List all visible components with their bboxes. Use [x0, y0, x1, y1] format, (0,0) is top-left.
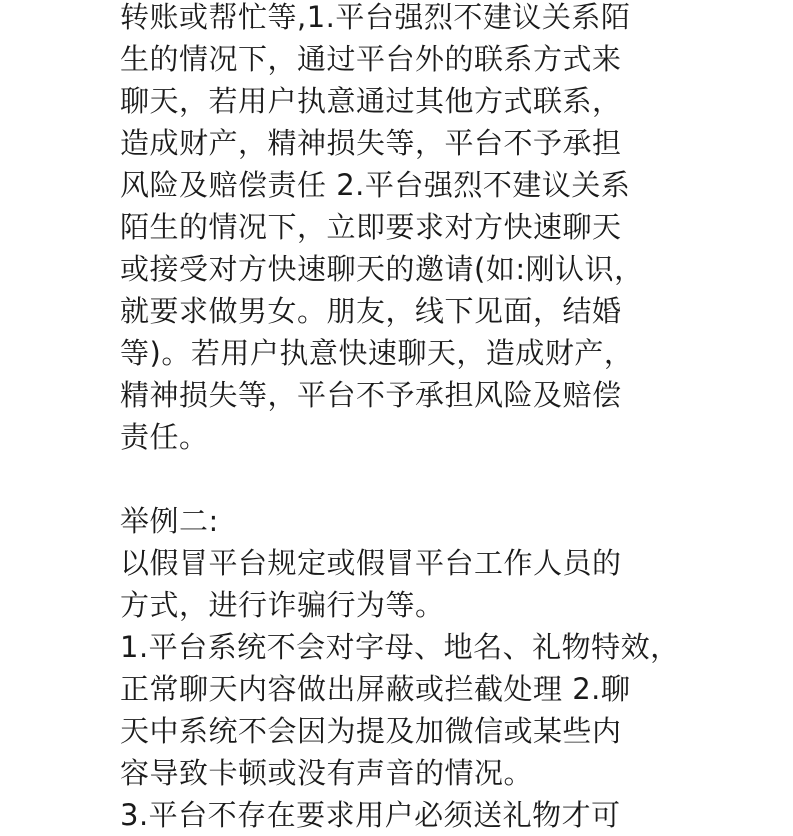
paragraph-line: 陌生的情况下，立即要求对方快速聊天: [120, 210, 622, 244]
section-1: [120, 0, 680, 458]
paragraph-line: 正常聊天内容做出屏蔽或拦截处理 2.聊: [120, 672, 631, 706]
paragraph-line: 等)。若用户执意快速聊天，造成财产，: [120, 336, 634, 370]
paragraph-line: 或接受对方快速聊天的邀请(如:刚认识，: [120, 252, 644, 286]
paragraph-line: 转账或帮忙等,1.平台强烈不建议关系陌: [120, 0, 631, 34]
paragraph-line: 生的情况下，通过平台外的联系方式来: [120, 42, 622, 76]
paragraph-line: 精神损失等，平台不予承担风险及赔偿: [120, 378, 622, 412]
paragraph-spacer: [120, 458, 680, 500]
paragraph-line: 责任。: [120, 420, 209, 454]
paragraph-line: 方式，进行诈骗行为等。: [120, 588, 445, 622]
paragraph-line: 3.平台不存在要求用户必须送礼物才可: [120, 798, 621, 832]
section-2: [120, 500, 680, 836]
paragraph-line: 1.平台系统不会对字母、地名、礼物特效，: [120, 630, 680, 664]
paragraph-line: 造成财产，精神损失等，平台不予承担: [120, 126, 622, 160]
paragraph-line: 聊天，若用户执意通过其他方式联系，: [120, 84, 622, 118]
document-body: [120, 0, 680, 836]
paragraph-line: 就要求做男女。朋友，线下见面，结婚: [120, 294, 622, 328]
paragraph-line: 风险及赔偿责任 2.平台强烈不建议关系: [120, 168, 631, 202]
paragraph-line: 以假冒平台规定或假冒平台工作人员的: [120, 546, 622, 580]
section-heading: 举例二:: [120, 504, 219, 538]
paragraph-line: 容导致卡顿或没有声音的情况。: [120, 756, 534, 790]
paragraph-line: 天中系统不会因为提及加微信或某些内: [120, 714, 622, 748]
